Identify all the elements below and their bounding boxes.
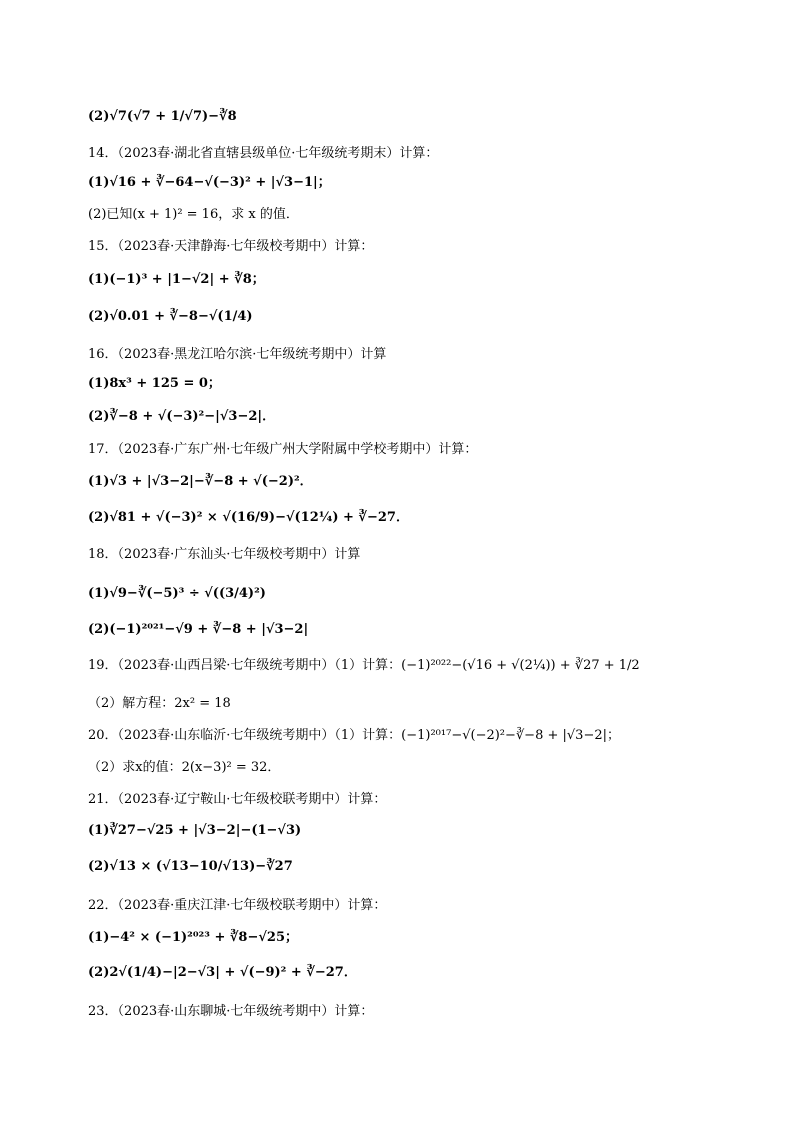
problem-21-part-2: (2)√13 × (√13−10/√13)−∛27 <box>88 859 293 874</box>
problem-17-part-2: (2)√81 + √(−3)² × √(16/9)−√(12¼) + ∛−27． <box>88 510 409 525</box>
problem-14-part-1: (1)√16 + ∛−64−√(−3)² + |√3−1|； <box>88 175 331 190</box>
problem-17-heading: 17．（2023春·广东广州·七年级广州大学附属中学校考期中）计算： <box>88 442 478 457</box>
problem-18-part-2: (2)(−1)²⁰²¹−√9 + ∛−8 + |√3−2| <box>88 622 309 637</box>
problem-19-heading: 19．（2023春·山西吕梁·七年级统考期中）（1）计算：(−1)²⁰²²−(√16 + √(2¼)) + ∛27 + 1/2 <box>88 658 640 673</box>
problem-16-part-1: (1)8x³ + 125 = 0； <box>88 376 221 391</box>
problem-22-heading: 22．（2023春·重庆江津·七年级校联考期中）计算： <box>88 898 387 913</box>
problem-20-part-2: （2）求x的值：2(x−3)² = 32． <box>88 760 281 775</box>
problem-17-part-1: (1)√3 + |√3−2|−∛−8 + √(−2)²． <box>88 474 313 489</box>
problem-14-part-2: (2)已知(x + 1)² = 16，求 x 的值． <box>88 207 299 222</box>
problem-15-part-1: (1)(−1)³ + |1−√2| + ∛8； <box>88 272 265 287</box>
problem-15-part-2: (2)√0.01 + ∛−8−√(1/4) <box>88 309 253 324</box>
problem-15-heading: 15．（2023春·天津静海·七年级校考期中）计算： <box>88 239 374 254</box>
problem-19-part-2: （2）解方程：2x² = 18 <box>88 696 231 711</box>
problem-16-heading: 16．（2023春·黑龙江哈尔滨·七年级统考期中）计算 <box>88 347 387 362</box>
problem-21-heading: 21．（2023春·辽宁鞍山·七年级校联考期中）计算： <box>88 792 387 807</box>
problem-21-part-1: (1)∛27−√25 + |√3−2|−(1−√3) <box>88 823 302 838</box>
problem-22-part-2: (2)2√(1/4)−|2−√3| + √(−9)² + ∛−27． <box>88 965 357 980</box>
problem-18-heading: 18．（2023春·广东汕头·七年级校考期中）计算 <box>88 547 361 562</box>
problem-13-part-2: (2)√7(√7 + 1/√7)−∛8 <box>88 109 237 124</box>
problem-20-heading: 20．（2023春·山东临沂·七年级统考期中）（1）计算：(−1)²⁰¹⁷−√(−2)²−∛−8 + |√3−2|； <box>88 728 620 743</box>
problem-18-part-1: (1)√9−∛(−5)³ ÷ √((3/4)²) <box>88 586 266 601</box>
problem-14-heading: 14．（2023春·湖北省直辖县级单位·七年级统考期末）计算： <box>88 146 439 161</box>
problem-16-part-2: (2)∛−8 + √(−3)²−|√3−2|． <box>88 409 276 424</box>
problem-23-heading: 23．（2023春·山东聊城·七年级统考期中）计算： <box>88 1004 374 1019</box>
problem-22-part-1: (1)−4² × (−1)²⁰²³ + ∛8−√25； <box>88 930 298 945</box>
